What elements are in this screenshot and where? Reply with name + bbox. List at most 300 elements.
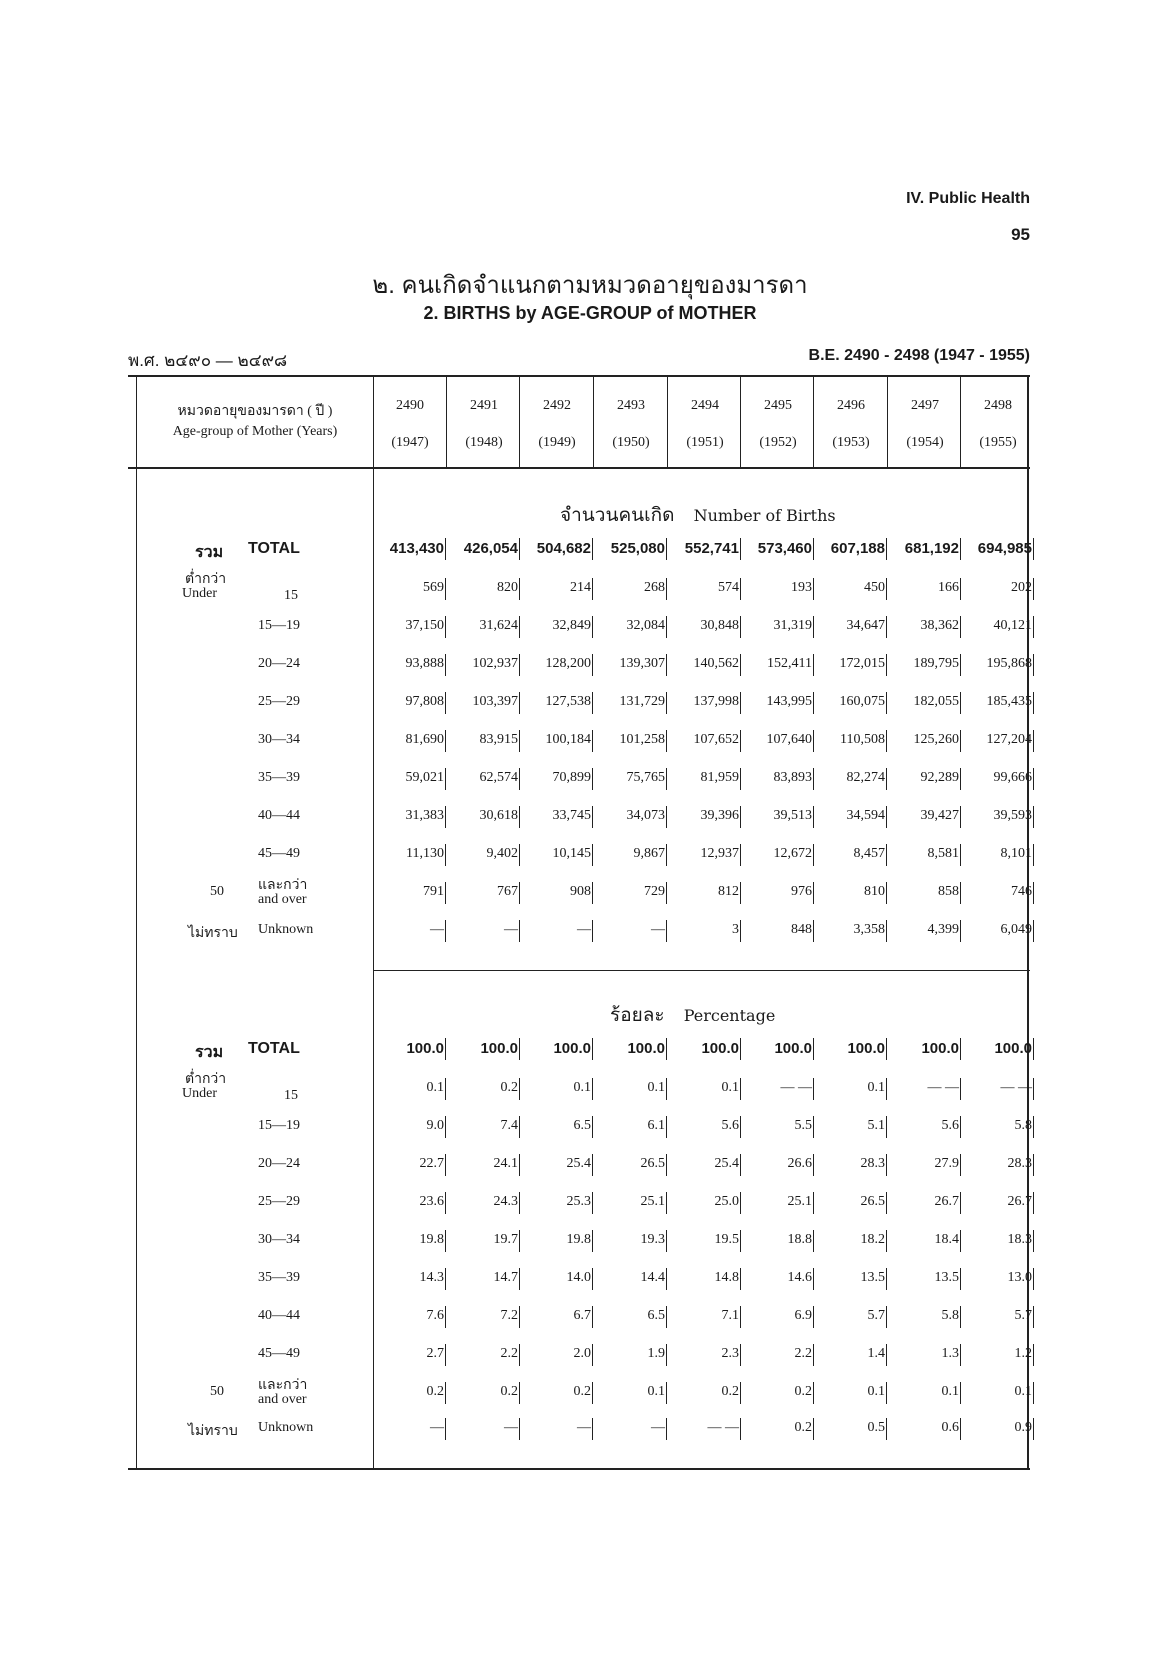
table-cell: 607,188: [830, 540, 885, 557]
cell-divider: [740, 806, 741, 828]
cell-divider: [592, 768, 593, 790]
table-cell: 107,640: [766, 732, 812, 747]
table-cell: 107,652: [693, 732, 739, 747]
table-cell: 137,998: [693, 694, 739, 709]
table-cell: 5.6: [941, 1118, 959, 1133]
table-cell: 100.0: [921, 1040, 959, 1057]
cell-divider: [592, 882, 593, 904]
table-cell: 30,848: [700, 618, 739, 633]
cell-divider: [740, 1268, 741, 1290]
row-label-english: TOTAL: [248, 540, 300, 557]
cell-divider: [592, 1078, 593, 1100]
table-cell: 1.4: [867, 1346, 885, 1361]
page-number: 95: [1011, 225, 1030, 244]
cell-divider: [1033, 616, 1034, 638]
table-cell: 30,618: [479, 808, 518, 823]
table-cell: 2.2: [794, 1346, 812, 1361]
table-cell: 101,258: [619, 732, 665, 747]
table-cell: 28.3: [860, 1156, 885, 1171]
table-cell: 143,995: [766, 694, 812, 709]
row-age-group: 50: [210, 884, 224, 899]
table-cell: 8,457: [853, 846, 885, 861]
row-age-group: 45—49: [258, 846, 300, 861]
table-cell: 6,049: [1000, 922, 1032, 937]
cell-divider: [813, 1382, 814, 1404]
table-cell: 26.5: [860, 1194, 885, 1209]
table-cell: 125,260: [913, 732, 959, 747]
table-cell: 99,666: [993, 770, 1032, 785]
cell-divider: [519, 1038, 520, 1060]
table-cell: 160,075: [839, 694, 885, 709]
cell-divider: [592, 1268, 593, 1290]
cell-divider: [886, 616, 887, 638]
cell-divider: [813, 768, 814, 790]
table-cell: 450: [864, 580, 885, 595]
cell-divider: [886, 1038, 887, 1060]
cell-divider: [886, 1344, 887, 1366]
section2-title: [610, 1000, 775, 1030]
cell-divider: [740, 616, 741, 638]
cell-divider: [666, 1078, 667, 1100]
cell-divider: [886, 882, 887, 904]
cell-divider: [960, 920, 961, 942]
table-cell: 39,396: [700, 808, 739, 823]
cell-divider: [592, 730, 593, 752]
stub-header-thai: หมวดอายุของมารดา ( ปี ): [177, 404, 333, 419]
cell-divider: [666, 616, 667, 638]
row-label-english: TOTAL: [248, 1040, 300, 1057]
cell-divider: [1033, 844, 1034, 866]
cell-divider: [886, 1268, 887, 1290]
cell-divider: [886, 692, 887, 714]
stub-header-english: Age-group of Mother (Years): [172, 424, 338, 439]
table-cell: 34,073: [626, 808, 665, 823]
year-header-ce: (1952): [759, 435, 797, 450]
cell-divider: [813, 844, 814, 866]
cell-divider: [813, 538, 814, 560]
table-cell: 100.0: [994, 1040, 1032, 1057]
table-cell: 525,080: [610, 540, 665, 557]
row-age-group: 15: [284, 588, 298, 603]
cell-divider: [960, 730, 961, 752]
cell-divider: [813, 654, 814, 676]
table-cell: 100.0: [480, 1040, 518, 1057]
row-label-thai: รวม: [195, 544, 224, 561]
cell-divider: [886, 578, 887, 600]
cell-divider: [740, 768, 741, 790]
row-age-group: 20—24: [258, 656, 300, 671]
cell-divider: [445, 844, 446, 866]
table-cell: —: [577, 1420, 591, 1435]
cell-divider: [592, 1230, 593, 1252]
cell-divider: [1033, 578, 1034, 600]
cell-divider: [666, 1418, 667, 1440]
table-cell: 6.5: [647, 1308, 665, 1323]
table-cell: 14.8: [714, 1270, 739, 1285]
cell-divider: [592, 920, 593, 942]
table-cell: 127,204: [986, 732, 1032, 747]
table-cell: 13.0: [1007, 1270, 1032, 1285]
cell-divider: [886, 1230, 887, 1252]
table-cell: 127,538: [545, 694, 591, 709]
cell-divider: [886, 844, 887, 866]
table-cell: 791: [423, 884, 444, 899]
cell-divider: [519, 1116, 520, 1138]
cell-divider: [1033, 1038, 1034, 1060]
cell-divider: [666, 1268, 667, 1290]
table-cell: 28.3: [1007, 1156, 1032, 1171]
table-cell: 26.7: [1007, 1194, 1032, 1209]
table-cell: 14.3: [419, 1270, 444, 1285]
cell-divider: [960, 882, 961, 904]
cell-divider: [813, 1306, 814, 1328]
table-cell: 0.2: [794, 1420, 812, 1435]
cell-divider: [1033, 882, 1034, 904]
row-label-thai: และกว่า: [258, 1376, 308, 1392]
table-cell: 4,399: [927, 922, 959, 937]
table-cell: 140,562: [693, 656, 739, 671]
year-header-be: 2498: [984, 398, 1012, 413]
cell-divider: [960, 844, 961, 866]
table-cell: 81,690: [405, 732, 444, 747]
cell-divider: [886, 806, 887, 828]
table-cell: 26.7: [934, 1194, 959, 1209]
table-cell: 3: [732, 922, 739, 937]
cell-divider: [666, 1038, 667, 1060]
cell-divider: [886, 1418, 887, 1440]
row-age-group: 30—34: [258, 1232, 300, 1247]
table-cell: 7.6: [426, 1308, 444, 1323]
cell-divider: [592, 616, 593, 638]
table-bottom-rule: [128, 1468, 1030, 1470]
table-cell: 6.5: [573, 1118, 591, 1133]
table-cell: 195,868: [986, 656, 1032, 671]
table-cell: 27.9: [934, 1156, 959, 1171]
table-cell: 62,574: [479, 770, 518, 785]
table-cell: 2.2: [500, 1346, 518, 1361]
table-cell: 0.1: [867, 1384, 885, 1399]
cell-divider: [592, 806, 593, 828]
table-cell: 83,915: [479, 732, 518, 747]
table-cell: —: [504, 1420, 518, 1435]
table-cell: 25.1: [640, 1194, 665, 1209]
cell-divider: [519, 1382, 520, 1404]
section1-title: [560, 500, 836, 530]
table-cell: 100.0: [701, 1040, 739, 1057]
row-age-group: 40—44: [258, 808, 300, 823]
table-cell: 100,184: [545, 732, 591, 747]
table-cell: 0.1: [647, 1080, 665, 1095]
cell-divider: [666, 1154, 667, 1176]
table-cell: 110,508: [840, 732, 885, 747]
table-cell: 33,745: [552, 808, 591, 823]
table-left-border: [136, 375, 137, 1469]
table-cell: 574: [718, 580, 739, 595]
cell-divider: [886, 1116, 887, 1138]
table-cell: —: [430, 1420, 444, 1435]
cell-divider: [740, 1192, 741, 1214]
cell-divider: [445, 1344, 446, 1366]
cell-divider: [960, 1230, 961, 1252]
cell-divider: [960, 806, 961, 828]
table-cell: 268: [644, 580, 665, 595]
year-header-be: 2493: [617, 398, 645, 413]
table-cell: — —: [707, 1420, 739, 1435]
table-cell: 93,888: [405, 656, 444, 671]
table-cell: 0.1: [573, 1080, 591, 1095]
cell-divider: [886, 1192, 887, 1214]
cell-divider: [519, 730, 520, 752]
row-label-thai: ต่ำกว่า: [185, 570, 227, 586]
cell-divider: [445, 538, 446, 560]
table-cell: 82,274: [846, 770, 885, 785]
table-cell: 193: [791, 580, 812, 595]
cell-divider: [445, 806, 446, 828]
cell-divider: [740, 1230, 741, 1252]
cell-divider: [445, 1038, 446, 1060]
table-cell: 18.8: [787, 1232, 812, 1247]
table-cell: 202: [1011, 580, 1032, 595]
table-cell: 26.5: [640, 1156, 665, 1171]
table-cell: 185,435: [986, 694, 1032, 709]
table-cell: 214: [570, 580, 591, 595]
cell-divider: [445, 578, 446, 600]
table-cell: 552,741: [684, 540, 739, 557]
row-label-thai: รวม: [195, 1044, 224, 1061]
table-cell: 19.5: [714, 1232, 739, 1247]
table-cell: 40,121: [993, 618, 1032, 633]
table-cell: 0.2: [573, 1384, 591, 1399]
table-cell: —: [430, 922, 444, 937]
cell-divider: [519, 692, 520, 714]
row-age-group: 25—29: [258, 694, 300, 709]
cell-divider: [445, 1192, 446, 1214]
cell-divider: [592, 844, 593, 866]
table-cell: 19.3: [640, 1232, 665, 1247]
table-cell: 5.8: [941, 1308, 959, 1323]
cell-divider: [519, 1078, 520, 1100]
table-cell: 25.4: [566, 1156, 591, 1171]
cell-divider: [519, 844, 520, 866]
table-cell: 5.5: [794, 1118, 812, 1133]
row-age-group: 25—29: [258, 1194, 300, 1209]
cell-divider: [960, 1382, 961, 1404]
table-cell: 139,307: [619, 656, 665, 671]
cell-divider: [813, 1078, 814, 1100]
cell-divider: [740, 578, 741, 600]
table-cell: 128,200: [545, 656, 591, 671]
table-cell: 3,358: [853, 922, 885, 937]
table-cell: 1.2: [1014, 1346, 1032, 1361]
row-age-group: 30—34: [258, 732, 300, 747]
table-cell: 83,893: [773, 770, 812, 785]
table-cell: 820: [497, 580, 518, 595]
title-english: 2. BIRTHS by AGE-GROUP of MOTHER: [423, 303, 757, 323]
cell-divider: [740, 1038, 741, 1060]
cell-divider: [666, 1116, 667, 1138]
cell-divider: [1033, 654, 1034, 676]
table-cell: 6.1: [647, 1118, 665, 1133]
cell-divider: [519, 920, 520, 942]
table-cell: 25.0: [714, 1194, 739, 1209]
table-cell: 100.0: [847, 1040, 885, 1057]
cell-divider: [886, 654, 887, 676]
table-cell: 908: [570, 884, 591, 899]
cell-divider: [813, 1116, 814, 1138]
cell-divider: [740, 1418, 741, 1440]
cell-divider: [519, 1268, 520, 1290]
table-cell: 1.9: [647, 1346, 665, 1361]
row-age-group: 15—19: [258, 1118, 300, 1133]
table-cell: 9,402: [486, 846, 518, 861]
cell-divider: [740, 882, 741, 904]
cell-divider: [1033, 1154, 1034, 1176]
cell-divider: [1033, 1418, 1034, 1440]
cell-divider: [740, 538, 741, 560]
table-cell: 26.6: [787, 1156, 812, 1171]
cell-divider: [960, 1116, 961, 1138]
period-thai: พ.ศ. ๒๔๙๐ — ๒๔๙๘: [128, 351, 288, 370]
cell-divider: [666, 882, 667, 904]
column-divider: [667, 375, 668, 467]
cell-divider: [740, 1154, 741, 1176]
cell-divider: [813, 730, 814, 752]
cell-divider: [666, 692, 667, 714]
table-cell: 9.0: [426, 1118, 444, 1133]
table-cell: 767: [497, 884, 518, 899]
table-cell: 5.6: [721, 1118, 739, 1133]
cell-divider: [1033, 806, 1034, 828]
table-cell: 18.4: [934, 1232, 959, 1247]
table-cell: 39,427: [920, 808, 959, 823]
cell-divider: [592, 692, 593, 714]
section2-title-english: Percentage: [683, 1006, 776, 1025]
cell-divider: [445, 692, 446, 714]
table-cell: —: [577, 922, 591, 937]
cell-divider: [666, 1230, 667, 1252]
cell-divider: [666, 654, 667, 676]
cell-divider: [813, 806, 814, 828]
cell-divider: [740, 1306, 741, 1328]
table-cell: 0.9: [1014, 1420, 1032, 1435]
cell-divider: [519, 538, 520, 560]
row-label-english: and over: [258, 1392, 307, 1407]
table-cell: 1.3: [941, 1346, 959, 1361]
cell-divider: [666, 1344, 667, 1366]
column-divider: [960, 375, 961, 467]
cell-divider: [813, 882, 814, 904]
row-label-english: and over: [258, 892, 307, 907]
table-cell: 0.2: [500, 1080, 518, 1095]
table-cell: 10,145: [552, 846, 591, 861]
table-cell: 102,937: [472, 656, 518, 671]
table-cell: 9,867: [633, 846, 665, 861]
cell-divider: [445, 616, 446, 638]
cell-divider: [740, 844, 741, 866]
section2-title-thai: ร้อยละ: [610, 1005, 665, 1026]
table-cell: 8,581: [927, 846, 959, 861]
cell-divider: [960, 578, 961, 600]
table-cell: 59,021: [405, 770, 444, 785]
table-cell: 25.1: [787, 1194, 812, 1209]
table-cell: 152,411: [767, 656, 812, 671]
year-header-be: 2491: [470, 398, 498, 413]
table-cell: 166: [938, 580, 959, 595]
table-cell: 0.1: [721, 1080, 739, 1095]
cell-divider: [666, 844, 667, 866]
cell-divider: [740, 1116, 741, 1138]
cell-divider: [445, 654, 446, 676]
cell-divider: [519, 1418, 520, 1440]
cell-divider: [813, 1268, 814, 1290]
table-cell: 32,084: [626, 618, 665, 633]
cell-divider: [740, 1382, 741, 1404]
table-cell: 810: [864, 884, 885, 899]
table-cell: 7.2: [500, 1308, 518, 1323]
table-cell: 7.4: [500, 1118, 518, 1133]
cell-divider: [519, 616, 520, 638]
table-cell: 5.1: [867, 1118, 885, 1133]
table-cell: 31,624: [479, 618, 518, 633]
row-age-group: 40—44: [258, 1308, 300, 1323]
cell-divider: [519, 768, 520, 790]
table-top-rule: [128, 375, 1030, 377]
cell-divider: [960, 1268, 961, 1290]
cell-divider: [960, 616, 961, 638]
cell-divider: [1033, 768, 1034, 790]
cell-divider: [445, 768, 446, 790]
cell-divider: [519, 1306, 520, 1328]
table-cell: 100.0: [774, 1040, 812, 1057]
cell-divider: [666, 538, 667, 560]
table-cell: 100.0: [627, 1040, 665, 1057]
cell-divider: [445, 1230, 446, 1252]
cell-divider: [519, 1344, 520, 1366]
table-cell: 8,101: [1000, 846, 1032, 861]
table-cell: 0.6: [941, 1420, 959, 1435]
cell-divider: [519, 1154, 520, 1176]
cell-divider: [592, 1418, 593, 1440]
column-divider: [813, 375, 814, 467]
cell-divider: [592, 1154, 593, 1176]
cell-divider: [666, 920, 667, 942]
table-cell: 11,130: [406, 846, 444, 861]
cell-divider: [445, 1116, 446, 1138]
year-header-ce: (1953): [832, 435, 870, 450]
row-label-thai: ไม่ทราบ: [188, 924, 238, 940]
table-cell: 976: [791, 884, 812, 899]
table-cell: 19.8: [566, 1232, 591, 1247]
cell-divider: [886, 730, 887, 752]
cell-divider: [740, 654, 741, 676]
table-cell: 24.3: [493, 1194, 518, 1209]
table-cell: 14.0: [566, 1270, 591, 1285]
year-header-be: 2494: [691, 398, 719, 413]
table-cell: 0.1: [426, 1080, 444, 1095]
cell-divider: [813, 1344, 814, 1366]
table-cell: 22.7: [419, 1156, 444, 1171]
table-cell: 18.2: [860, 1232, 885, 1247]
cell-divider: [960, 654, 961, 676]
row-label-english: Unknown: [258, 922, 314, 937]
section1-title-thai: จำนวนคนเกิด: [560, 505, 675, 526]
cell-divider: [886, 920, 887, 942]
table-cell: 23.6: [419, 1194, 444, 1209]
year-header-ce: (1950): [612, 435, 650, 450]
table-cell: 25.3: [566, 1194, 591, 1209]
table-cell: 0.1: [867, 1080, 885, 1095]
table-cell: 0.2: [721, 1384, 739, 1399]
